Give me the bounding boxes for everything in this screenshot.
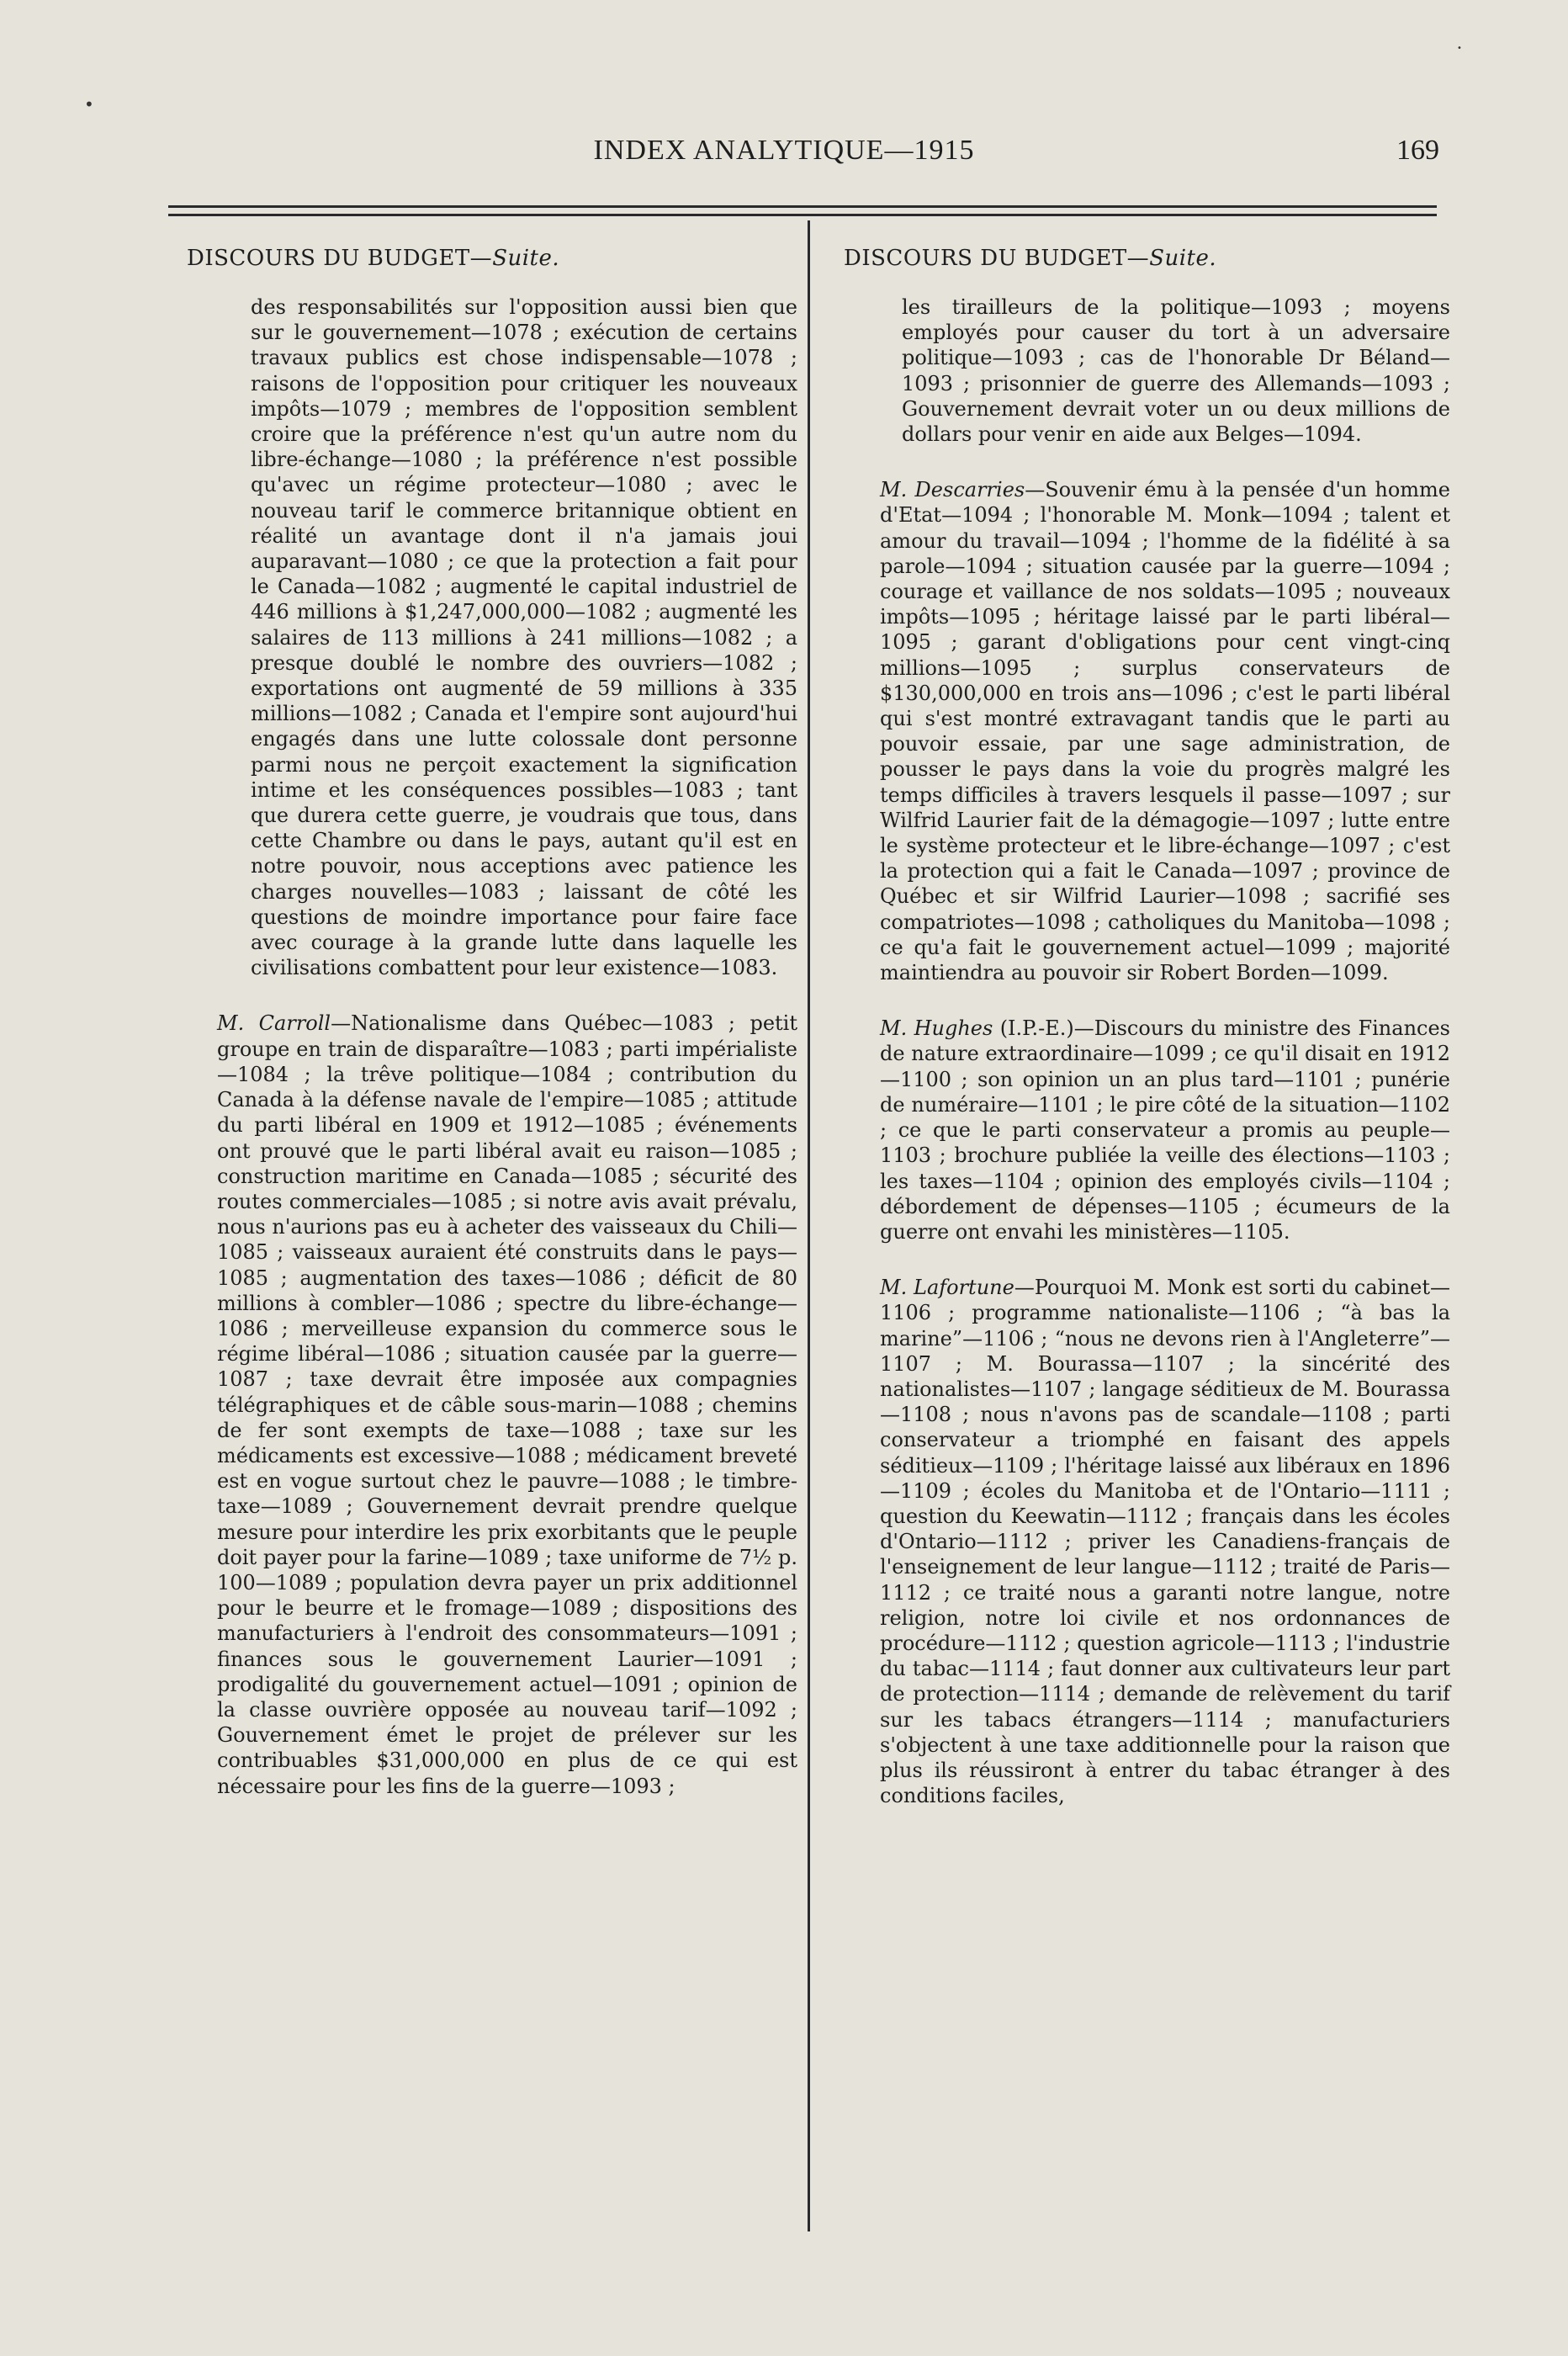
right-heading-text: DISCOURS DU BUDGET—: [844, 246, 1150, 271]
page-number: 169: [1396, 135, 1439, 166]
left-column-text: [217, 294, 797, 1829]
left-heading-text: DISCOURS DU BUDGET—: [187, 246, 493, 271]
speaker-name: M. Carroll: [217, 1011, 331, 1036]
left-continuation-entry: des responsabilités sur l'opposition aussi bien que sur le gouvernement—1078 ; exécution de certains travaux publics est chose indispensable—1078 ; raisons de l'opposition pour critiquer les nouveaux impôts—1079 ; membres de l'opposition semblent croire que la préférence n'est qu'un autre nom du libre-échange—1080 ; la préférence n'est possible qu'avec un régime protecteur—1080 ; avec le nouveau tarif le commerce britannique obtient en réalité un avantage dont il n'a jamais joui auparavant—1080 ; ce que la protection a fait pour le Canada—1082 ; augmenté le capital industriel de 446 millions à $1,247,000,000—1082 ; augmenté les salaires de 113 millions à 241 millions—1082 ; a presque doublé le nombre des ouvriers—1082 ; exportations ont augmenté de 59 millions à 335 millions—1082 ; Canada et l'empire sont aujourd'hui engagés dans une lutte colossale dont personne parmi nous ne perçoit exactement la signification intime et les conséquences possibles—1083 ; tant que durera cette guerre, je voudrais que tous, dans cette Chambre ou dans le pays, autant qu'il est en notre pouvoir, nous acceptions avec patience les charges nouvelles—1083 ; laissant de côté les questions de moindre importance pour faire face avec courage à la grande lutte dans laquelle les civilisations combattent pour leur existence—1083.: [251, 295, 797, 980]
speaker-name: M. Descarries: [880, 478, 1025, 502]
entry-hughes: [880, 1016, 1450, 1244]
entry-text: —Pourquoi M. Monk est sorti du cabinet—1106 ; programme nationaliste—1106 ; “à bas la marine”—1106 ; “nous ne devons rien à l'Angleterre”—1107 ; M. Bourassa—1107 ; la sincérité des nationalistes—1107 ; langage séditieux de M. Bourassa—1108 ; nous n'avons pas de scandale—1108 ; parti conservateur a triomphé en faisant des appels séditieux—1109 ; l'héritage laissé aux libéraux en 1896—1109 ; écoles du Manitoba et de l'Ontario—1111 ; question du Keewatin—1112 ; français dans les écoles d'Ontario—1112 ; priver les Canadiens-français de l'enseignement de leur langue—1112 ; traité de Paris—1112 ; ce traité nous a garanti notre langue, notre religion, notre loi civile et nos ordonnances de procédure—1112 ; question agricole—1113 ; l'industrie du tabac—1114 ; faut donner aux cultivateurs leur part de protection—1114 ; demande de relèvement du tarif sur les tabacs étrangers—1114 ; manufacturiers s'objectent à une taxe additionnelle pour la raison que plus ils réussiront à entrer du tabac étranger à des conditions faciles,: [880, 1276, 1450, 1808]
header-rule-top: [168, 205, 1437, 208]
column-divider: [808, 220, 810, 2231]
entry-text: —Souvenir ému à la pensée d'un homme d'Etat—1094 ; l'honorable M. Monk—1094 ; talent et amour du travail—1094 ; l'homme de la fidélité à sa parole—1094 ; situation causée par la guerre—1094 ; courage et vaillance de nos soldats—1095 ; nouveaux impôts—1095 ; héritage laissé par le parti libéral—1095 ; garant d'obligations pour cent vingt-cinq millions—1095 ; surplus conservateurs de $130,000,000 en trois ans—1096 ; c'est le parti libéral qui s'est montré extravagant tandis que le parti au pouvoir essaie, par une sage administration, de pousser le pays dans la voie du progrès malgré les temps difficiles à travers lesquels il passe—1097 ; sur Wilfrid Laurier fait de la démagogie—1097 ; lutte entre le système protecteur et le libre-échange—1097 ; c'est la protection qui a fait le Canada—1097 ; province de Québec et sir Wilfrid Laurier—1098 ; sacrifié ses compatriotes—1098 ; catholiques du Manitoba—1098 ; ce qu'a fait le gouvernement actuel—1099 ; majorité maintiendra au pouvoir sir Robert Borden—1099.: [880, 478, 1451, 985]
speaker-name: M. Lafortune: [880, 1276, 1014, 1300]
left-heading-suite: Suite.: [492, 246, 560, 271]
left-column-heading: [187, 246, 559, 271]
right-heading-suite: Suite.: [1149, 246, 1217, 271]
header-rule-bottom: [168, 214, 1437, 216]
entry-text: (I.P.-E.)—Discours du ministre des Finances de nature extraordinaire—1099 ; ce qu'il disait en 1912—1100 ; son opinion un an plus tard—1101 ; punérie de numéraire—1101 ; le pire côté de la situation—1102 ; ce que le parti conservateur a promis au peuple—1103 ; brochure publiée la veille des élections—1103 ; les taxes—1104 ; opinion des employés civils—1104 ; débordement de dépenses—1105 ; écumeurs de la guerre ont envahi les ministères—1105.: [880, 1016, 1450, 1244]
right-column-text: [880, 294, 1451, 1839]
scan-speck: •: [84, 94, 94, 114]
entry-carroll: [217, 1011, 797, 1798]
right-continuation-entry: les tirailleurs de la politique—1093 ; moyens employés pour causer du tort à un adversaire politique—1093 ; cas de l'honorable Dr Béland—1093 ; prisonnier de guerre des Allemands—1093 ; Gouvernement devrait voter un ou deux millions de dollars pour venir en aide aux Belges—1094.: [902, 295, 1450, 447]
scan-speck: •: [1457, 44, 1462, 53]
speaker-name: M. Hughes: [880, 1016, 993, 1041]
page-title: INDEX ANALYTIQUE—1915: [593, 135, 975, 166]
entry-lafortune: [880, 1275, 1450, 1808]
entry-descarries: [880, 477, 1450, 985]
right-column-heading: [844, 246, 1216, 271]
entry-text: —Nationalisme dans Québec—1083 ; petit groupe en train de disparaître—1083 ; parti impérialiste—1084 ; la trêve politique—1084 ; contribution du Canada à la défense navale de l'empire—1085 ; attitude du parti libéral en 1909 et 1912—1085 ; événements ont prouvé que le parti libéral avait eu raison—1085 ; construction maritime en Canada—1085 ; sécurité des routes commerciales—1085 ; si notre avis avait prévalu, nous n'aurions pas eu à acheter des vaisseaux du Chili—1085 ; vaisseaux auraient été construits dans le pays—1085 ; augmentation des taxes—1086 ; déficit de 80 millions à combler—1086 ; spectre du libre-échange—1086 ; merveilleuse expansion du commerce sous le régime libéral—1086 ; situation causée par la guerre—1087 ; taxe devrait être imposée aux compagnies télégraphiques et de câble sous-marin—1088 ; chemins de fer sont exempts de taxe—1088 ; taxe sur les médicaments est excessive—1088 ; médicament breveté est en vogue surtout chez le pauvre—1088 ; le timbre-taxe—1089 ; Gouvernement devrait prendre quelque mesure pour interdire les prix exorbitants que le peuple doit payer pour la farine—1089 ; taxe uniforme de 7½ p. 100—1089 ; population devra payer un prix additionnel pour le beurre et le fromage—1089 ; dispositions des manufacturiers à l'endroit des consommateurs—1091 ; finances sous le gouvernement Laurier—1091 ; prodigalité du gouvernement actuel—1091 ; opinion de la classe ouvrière opposée au nouveau tarif—1092 ; Gouvernement émet le projet de prélever sur les contribuables $31,000,000 en plus de ce qui est nécessaire pour les fins de la guerre—1093 ;: [217, 1011, 797, 1798]
